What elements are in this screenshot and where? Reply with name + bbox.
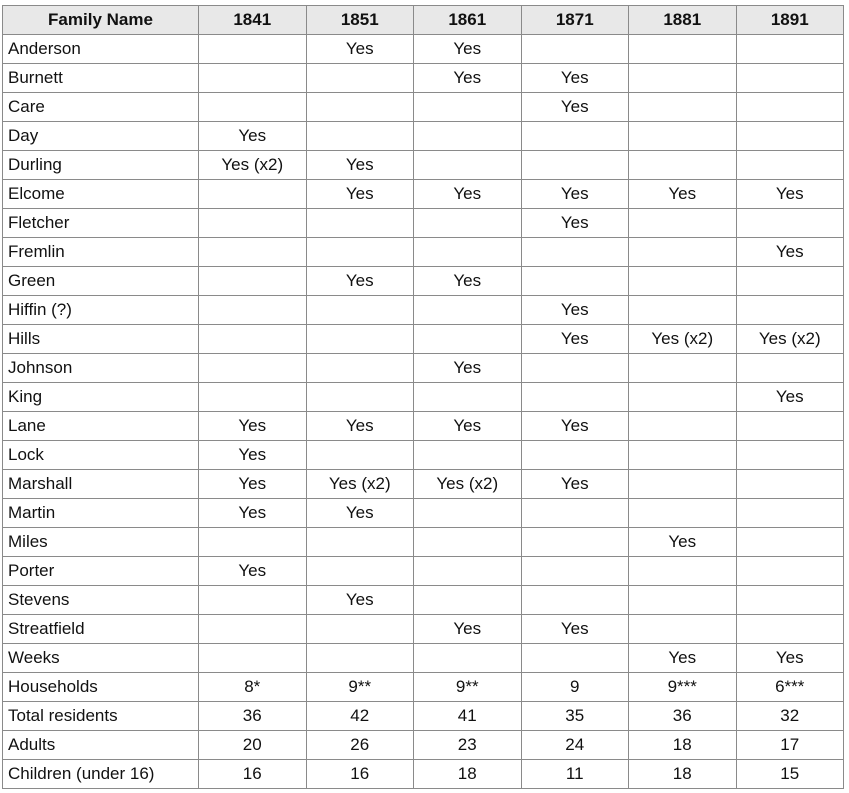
table-cell: 18 bbox=[629, 760, 737, 789]
table-cell: Yes bbox=[414, 180, 522, 209]
table-cell bbox=[736, 499, 844, 528]
row-label-cell: Fletcher bbox=[3, 209, 199, 238]
table-row bbox=[3, 615, 844, 644]
table-cell bbox=[629, 35, 737, 64]
table-cell: Yes bbox=[199, 499, 307, 528]
table-cell: Yes bbox=[521, 209, 629, 238]
header-year: 1841 bbox=[199, 6, 307, 35]
table-row bbox=[3, 673, 844, 702]
table-header-row bbox=[3, 6, 844, 35]
table-cell bbox=[414, 325, 522, 354]
table-row bbox=[3, 528, 844, 557]
table-cell bbox=[736, 209, 844, 238]
table-cell: 23 bbox=[414, 731, 522, 760]
table-cell bbox=[521, 441, 629, 470]
table-cell bbox=[521, 644, 629, 673]
table-cell: Yes bbox=[414, 615, 522, 644]
table-cell bbox=[306, 209, 414, 238]
table-cell bbox=[199, 615, 307, 644]
table-cell bbox=[414, 151, 522, 180]
table-cell bbox=[521, 383, 629, 412]
table-cell: Yes bbox=[736, 238, 844, 267]
table-cell bbox=[306, 64, 414, 93]
table-cell: Yes (x2) bbox=[736, 325, 844, 354]
table-cell bbox=[736, 412, 844, 441]
row-label-cell: Day bbox=[3, 122, 199, 151]
row-label-cell: Elcome bbox=[3, 180, 199, 209]
table-cell bbox=[629, 470, 737, 499]
table-cell bbox=[736, 122, 844, 151]
table-cell: Yes bbox=[199, 441, 307, 470]
table-cell bbox=[306, 615, 414, 644]
table-cell: 36 bbox=[629, 702, 737, 731]
table-cell: 32 bbox=[736, 702, 844, 731]
table-row bbox=[3, 499, 844, 528]
table-cell bbox=[736, 557, 844, 586]
row-label-cell: Green bbox=[3, 267, 199, 296]
table-cell bbox=[736, 441, 844, 470]
row-label-cell: Burnett bbox=[3, 64, 199, 93]
table-cell bbox=[306, 238, 414, 267]
table-cell bbox=[199, 209, 307, 238]
row-label-cell: Miles bbox=[3, 528, 199, 557]
table-row bbox=[3, 702, 844, 731]
header-family-name: Family Name bbox=[3, 6, 199, 35]
table-row bbox=[3, 354, 844, 383]
table-cell bbox=[414, 557, 522, 586]
table-row bbox=[3, 238, 844, 267]
table-row bbox=[3, 731, 844, 760]
table-cell bbox=[414, 586, 522, 615]
table-cell: Yes bbox=[629, 528, 737, 557]
table-cell: 18 bbox=[629, 731, 737, 760]
table-cell bbox=[736, 93, 844, 122]
table-cell bbox=[521, 499, 629, 528]
census-families-table bbox=[2, 5, 844, 789]
table-cell bbox=[199, 64, 307, 93]
table-row bbox=[3, 586, 844, 615]
table-cell: 35 bbox=[521, 702, 629, 731]
table-cell bbox=[199, 383, 307, 412]
table-cell: 41 bbox=[414, 702, 522, 731]
table-cell bbox=[521, 151, 629, 180]
table-cell bbox=[199, 35, 307, 64]
row-label-cell: Lock bbox=[3, 441, 199, 470]
table-cell bbox=[629, 586, 737, 615]
table-cell bbox=[521, 267, 629, 296]
table-cell bbox=[521, 354, 629, 383]
table-cell: 26 bbox=[306, 731, 414, 760]
table-cell bbox=[521, 586, 629, 615]
table-cell bbox=[306, 93, 414, 122]
table-cell bbox=[306, 644, 414, 673]
table-cell: 9*** bbox=[629, 673, 737, 702]
table-cell bbox=[736, 615, 844, 644]
table-row bbox=[3, 122, 844, 151]
table-cell bbox=[199, 93, 307, 122]
table-cell: Yes (x2) bbox=[199, 151, 307, 180]
table-cell: Yes bbox=[414, 412, 522, 441]
table-cell: Yes bbox=[521, 296, 629, 325]
table-cell bbox=[521, 528, 629, 557]
table-cell bbox=[629, 209, 737, 238]
table-row bbox=[3, 470, 844, 499]
row-label-cell: Households bbox=[3, 673, 199, 702]
table-cell bbox=[629, 296, 737, 325]
table-cell: Yes bbox=[414, 267, 522, 296]
table-cell: Yes bbox=[199, 412, 307, 441]
table-cell: Yes bbox=[521, 325, 629, 354]
table-row bbox=[3, 296, 844, 325]
table-cell: Yes bbox=[521, 93, 629, 122]
table-row bbox=[3, 64, 844, 93]
table-cell: Yes bbox=[306, 586, 414, 615]
table-row bbox=[3, 644, 844, 673]
table-cell: Yes bbox=[629, 180, 737, 209]
table-row bbox=[3, 151, 844, 180]
table-cell: Yes bbox=[521, 64, 629, 93]
table-cell bbox=[736, 528, 844, 557]
table-cell: 20 bbox=[199, 731, 307, 760]
row-label-cell: King bbox=[3, 383, 199, 412]
table-cell: Yes bbox=[306, 499, 414, 528]
table-cell: Yes bbox=[414, 354, 522, 383]
table-cell bbox=[306, 441, 414, 470]
table-cell: Yes bbox=[306, 180, 414, 209]
row-label-cell: Porter bbox=[3, 557, 199, 586]
table-row bbox=[3, 760, 844, 789]
table-cell: 11 bbox=[521, 760, 629, 789]
table-cell: 42 bbox=[306, 702, 414, 731]
table-cell bbox=[414, 122, 522, 151]
row-label-cell: Care bbox=[3, 93, 199, 122]
row-label-cell: Weeks bbox=[3, 644, 199, 673]
table-cell: Yes bbox=[521, 412, 629, 441]
table-cell: 8* bbox=[199, 673, 307, 702]
table-cell bbox=[736, 35, 844, 64]
table-cell: Yes bbox=[521, 470, 629, 499]
table-cell bbox=[199, 528, 307, 557]
row-label-cell: Total residents bbox=[3, 702, 199, 731]
table-cell bbox=[306, 557, 414, 586]
table-cell bbox=[199, 296, 307, 325]
row-label-cell: Streatfield bbox=[3, 615, 199, 644]
table-cell bbox=[414, 296, 522, 325]
table-cell: Yes bbox=[306, 151, 414, 180]
table-cell: Yes bbox=[414, 35, 522, 64]
table-cell bbox=[521, 122, 629, 151]
table-cell bbox=[199, 325, 307, 354]
row-label-cell: Fremlin bbox=[3, 238, 199, 267]
table-cell: Yes bbox=[199, 122, 307, 151]
table-row bbox=[3, 209, 844, 238]
table-cell: Yes bbox=[521, 180, 629, 209]
row-label-cell: Children (under 16) bbox=[3, 760, 199, 789]
table-cell bbox=[629, 238, 737, 267]
table-cell: 17 bbox=[736, 731, 844, 760]
table-cell bbox=[306, 354, 414, 383]
table-cell: Yes bbox=[199, 470, 307, 499]
table-cell bbox=[199, 267, 307, 296]
table-row bbox=[3, 180, 844, 209]
table-cell bbox=[414, 238, 522, 267]
table-cell: 16 bbox=[306, 760, 414, 789]
table-cell: 16 bbox=[199, 760, 307, 789]
table-cell bbox=[736, 267, 844, 296]
table-cell bbox=[521, 35, 629, 64]
row-label-cell: Durling bbox=[3, 151, 199, 180]
table-cell bbox=[199, 180, 307, 209]
table-cell bbox=[629, 267, 737, 296]
table-cell bbox=[521, 557, 629, 586]
table-cell bbox=[736, 151, 844, 180]
row-label-cell: Adults bbox=[3, 731, 199, 760]
table-row bbox=[3, 383, 844, 412]
row-label-cell: Hiffin (?) bbox=[3, 296, 199, 325]
table-cell bbox=[736, 354, 844, 383]
table-cell bbox=[629, 354, 737, 383]
table-cell: Yes bbox=[521, 615, 629, 644]
table-row bbox=[3, 267, 844, 296]
table-row bbox=[3, 35, 844, 64]
table-cell bbox=[629, 122, 737, 151]
table-cell bbox=[629, 441, 737, 470]
table-cell: Yes (x2) bbox=[414, 470, 522, 499]
row-label-cell: Martin bbox=[3, 499, 199, 528]
table-cell bbox=[199, 586, 307, 615]
header-year: 1851 bbox=[306, 6, 414, 35]
table-cell: Yes bbox=[736, 180, 844, 209]
table-cell bbox=[736, 586, 844, 615]
row-label-cell: Hills bbox=[3, 325, 199, 354]
table-cell: 9 bbox=[521, 673, 629, 702]
table-cell: Yes bbox=[306, 35, 414, 64]
table-cell bbox=[414, 383, 522, 412]
table-cell: 9** bbox=[306, 673, 414, 702]
table-cell bbox=[306, 325, 414, 354]
row-label-cell: Stevens bbox=[3, 586, 199, 615]
table-cell bbox=[629, 64, 737, 93]
table-cell bbox=[199, 644, 307, 673]
table-cell: Yes bbox=[736, 383, 844, 412]
table-cell bbox=[306, 296, 414, 325]
table-cell: Yes bbox=[414, 64, 522, 93]
table-cell bbox=[199, 354, 307, 383]
table-cell bbox=[414, 209, 522, 238]
table-cell bbox=[521, 238, 629, 267]
header-year: 1881 bbox=[629, 6, 737, 35]
table-cell bbox=[629, 557, 737, 586]
table-cell: Yes bbox=[306, 412, 414, 441]
table-row bbox=[3, 325, 844, 354]
table-cell bbox=[199, 238, 307, 267]
table-cell bbox=[736, 64, 844, 93]
header-year: 1861 bbox=[414, 6, 522, 35]
table-cell bbox=[629, 412, 737, 441]
table-cell: Yes (x2) bbox=[306, 470, 414, 499]
row-label-cell: Anderson bbox=[3, 35, 199, 64]
table-cell: Yes bbox=[199, 557, 307, 586]
table-cell bbox=[736, 296, 844, 325]
table-cell: Yes bbox=[306, 267, 414, 296]
table-row bbox=[3, 557, 844, 586]
header-year: 1891 bbox=[736, 6, 844, 35]
census-table-container bbox=[2, 5, 844, 789]
table-cell: Yes (x2) bbox=[629, 325, 737, 354]
table-cell: Yes bbox=[736, 644, 844, 673]
table-cell bbox=[306, 122, 414, 151]
table-cell: Yes bbox=[629, 644, 737, 673]
table-body bbox=[3, 35, 844, 789]
table-row bbox=[3, 441, 844, 470]
table-cell: 6*** bbox=[736, 673, 844, 702]
table-cell bbox=[629, 93, 737, 122]
table-cell bbox=[414, 441, 522, 470]
table-cell bbox=[629, 383, 737, 412]
table-cell: 18 bbox=[414, 760, 522, 789]
row-label-cell: Marshall bbox=[3, 470, 199, 499]
table-cell bbox=[414, 93, 522, 122]
table-cell bbox=[306, 528, 414, 557]
table-cell bbox=[414, 644, 522, 673]
table-row bbox=[3, 412, 844, 441]
table-cell bbox=[414, 528, 522, 557]
table-cell bbox=[629, 151, 737, 180]
table-cell: 24 bbox=[521, 731, 629, 760]
table-cell bbox=[306, 383, 414, 412]
table-row bbox=[3, 93, 844, 122]
table-cell bbox=[736, 470, 844, 499]
table-cell bbox=[629, 615, 737, 644]
row-label-cell: Johnson bbox=[3, 354, 199, 383]
header-year: 1871 bbox=[521, 6, 629, 35]
row-label-cell: Lane bbox=[3, 412, 199, 441]
table-cell: 15 bbox=[736, 760, 844, 789]
table-cell: 36 bbox=[199, 702, 307, 731]
table-cell bbox=[629, 499, 737, 528]
table-cell bbox=[414, 499, 522, 528]
table-cell: 9** bbox=[414, 673, 522, 702]
